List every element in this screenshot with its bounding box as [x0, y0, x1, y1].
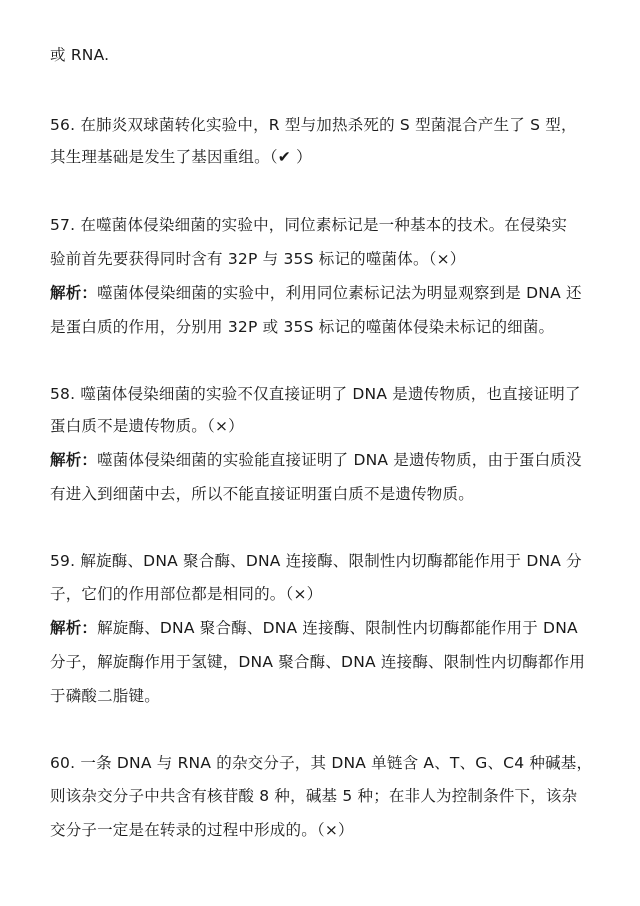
analysis-text: 噬菌体侵染细菌的实验能直接证明了 DNA 是遗传物质，由于蛋白质没	[97, 451, 582, 469]
question-56-line-2: 其生理基础是发生了基因重组。（✔ ）	[50, 148, 312, 166]
question-59-analysis-line-3: 于磷酸二脂键。	[50, 687, 160, 705]
question-60-line-3: 交分子一定是在转录的过程中形成的。（×）	[50, 821, 354, 839]
question-60-line-2: 则该杂交分子中共含有核苷酸 8 种，碱基 5 种；在非人为控制条件下，该杂	[50, 787, 578, 805]
analysis-label: 解析：	[50, 619, 98, 637]
question-59-analysis-line-2: 分子，解旋酶作用于氢键，DNA 聚合酶、DNA 连接酶、限制性内切酶都作用	[50, 653, 586, 671]
question-57-line-2: 验前首先要获得同时含有 32P 与 35S 标记的噬菌体。（×）	[50, 250, 466, 268]
question-60-line-1: 60. 一条 DNA 与 RNA 的杂交分子，其 DNA 单链含 A、T、G、C4 种碱基，	[50, 754, 593, 772]
question-56-line-1: 56. 在肺炎双球菌转化实验中，R 型与加热杀死的 S 型菌混合产生了 S 型，	[50, 116, 577, 134]
question-58-analysis-line-2: 有进入到细菌中去，所以不能直接证明蛋白质不是遗传物质。	[50, 485, 474, 503]
question-59-line-2: 子，它们的作用部位都是相同的。（×）	[50, 585, 323, 603]
question-57-line-1: 57. 在噬菌体侵染细菌的实验中，同位素标记是一种基本的技术。在侵染实	[50, 216, 568, 234]
question-59-analysis-line-1	[50, 618, 610, 638]
analysis-text: 解旋酶、DNA 聚合酶、DNA 连接酶、限制性内切酶都能作用于 DNA	[97, 619, 578, 637]
question-57-analysis-line-1	[50, 283, 610, 303]
question-58-analysis-line-1	[50, 450, 610, 470]
question-59-line-1: 59. 解旋酶、DNA 聚合酶、DNA 连接酶、限制性内切酶都能作用于 DNA 分	[50, 552, 582, 570]
analysis-label: 解析：	[50, 451, 98, 469]
analysis-label: 解析：	[50, 284, 98, 302]
intro-line: 或 RNA.	[50, 46, 110, 64]
question-58-line-2: 蛋白质不是遗传物质。（×）	[50, 417, 244, 435]
question-58-line-1: 58. 噬菌体侵染细菌的实验不仅直接证明了 DNA 是遗传物质，也直接证明了	[50, 385, 581, 403]
analysis-text: 噬菌体侵染细菌的实验中，利用同位素标记法为明显观察到是 DNA 还	[97, 284, 582, 302]
question-57-analysis-line-2: 是蛋白质的作用，分别用 32P 或 35S 标记的噬菌体侵染未标记的细菌。	[50, 318, 555, 336]
